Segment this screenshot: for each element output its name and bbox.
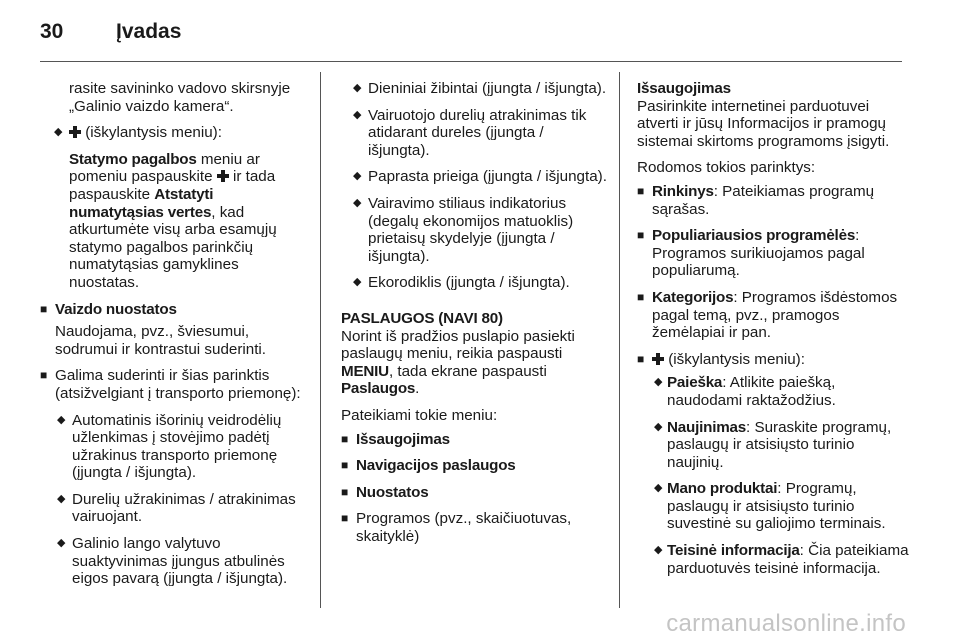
list-item [341, 168, 609, 186]
store-heading: Išsaugojimas [637, 80, 731, 97]
sub-item-text: Durelių užrakinimas / atrakinimas vairuojant. [72, 490, 296, 526]
services-heading: PASLAUGOS (NAVI 80) [341, 309, 503, 327]
store-paragraph: Pasirinkite internetinei parduotuvei atverti ir jūsų Informacijos ir pramogų sistemai skirtoms programoms įsigyti. [637, 97, 890, 150]
sub-item-term: Paieška [667, 374, 723, 392]
text-run: . [415, 380, 420, 398]
option-item [637, 183, 911, 218]
menu-item [341, 431, 609, 449]
plus-icon [69, 126, 81, 138]
square-bullet-icon: ■ [40, 301, 48, 316]
menu-item-label: Navigacijos paslaugos [356, 457, 516, 475]
paragraph-camera-ref: rasite savininko vadovo skirsnyje „Galinio vaizdo kamera“. [69, 80, 291, 115]
sub-item-term: Teisinė informacija [667, 542, 800, 560]
menu-item [341, 510, 609, 545]
sub-item [48, 535, 310, 588]
watermark: carmanualsonline.info [666, 610, 906, 637]
option-text: : Pateikiamas programų sąrašas. [652, 182, 875, 218]
square-bullet-icon: ■ [637, 228, 645, 243]
option-term: Populiariausios programėlės [652, 227, 856, 245]
menu-term: MENIU [341, 362, 389, 380]
list-item-plus-menu [48, 124, 310, 142]
sub-item [637, 480, 911, 533]
diamond-bullet-icon: ◆ [654, 376, 663, 389]
list-item [341, 80, 609, 98]
services-paragraph [341, 328, 609, 398]
square-bullet-icon: ■ [341, 458, 349, 473]
text-run: ir tada paspauskite [69, 168, 276, 203]
text-run: Norint iš pradžios puslapio pasiekti paslaugų meniu, reikia paspausti [341, 327, 575, 363]
list-item-text: Paprasta prieiga (įjungta / išjungta). [368, 168, 607, 186]
list-item-text: Dieniniai žibintai (įjungta / išjungta). [368, 80, 607, 97]
diamond-bullet-icon: ◆ [353, 108, 362, 121]
square-bullet-icon: ■ [40, 368, 48, 383]
plus-icon [652, 353, 664, 365]
paragraph-parking-assist [48, 151, 310, 292]
option-item-plus [637, 351, 911, 369]
sub-item [48, 491, 310, 526]
sub-item-text: Automatinis išorinių veidrodėlių užlenkimas į stovėjimo padėtį užrakinus transporto priemonę (įjungta / išjungta). [72, 411, 282, 482]
sub-item-text: : Čia pateikiama parduotuvės teisinė informacija. [667, 542, 909, 577]
square-bullet-icon: ■ [341, 431, 349, 446]
column-divider-1 [320, 72, 321, 608]
option-item [637, 289, 911, 342]
video-settings-title: Vaizdo nuostatos [55, 300, 177, 318]
column-2 [341, 80, 609, 554]
option-term: Kategorijos [652, 288, 734, 306]
diamond-bullet-icon: ◆ [654, 482, 663, 495]
plus-icon [217, 170, 229, 182]
menu-item [341, 457, 609, 475]
diamond-bullet-icon: ◆ [57, 413, 66, 426]
options-text: Galima suderinti ir šias parinktis (atsižvelgiant į transporto priemonę): [55, 367, 301, 402]
square-bullet-icon: ■ [637, 289, 645, 304]
square-bullet-icon: ■ [637, 183, 645, 198]
square-bullet-icon: ■ [341, 484, 349, 499]
diamond-bullet-icon: ◆ [353, 196, 362, 209]
sub-item-term: Mano produktai [667, 480, 778, 498]
list-item [341, 107, 609, 160]
diamond-bullet-icon: ◆ [353, 82, 362, 94]
menu-item-label: Programos (pvz., skaičiuotuvas, skaityklė) [356, 510, 572, 545]
plus-menu-label: (iškylantysis meniu): [85, 124, 222, 142]
video-settings-desc: Naudojama, pvz., šviesumui, sodrumui ir kontrastui suderinti. [55, 323, 267, 358]
options-intro: Rodomos tokios parinktys: [637, 159, 816, 177]
diamond-bullet-icon: ◆ [654, 420, 663, 433]
option-text: : Programos išdėstomos pagal temą, pvz., pramogos žemėlapiai ir pan. [652, 288, 898, 342]
sub-item [637, 419, 911, 472]
menus-intro: Pateikiami tokie meniu: [341, 406, 498, 424]
menu-item-label: Išsaugojimas [356, 430, 450, 448]
column-3 [637, 80, 911, 586]
option-text: : Programos surikiuojamos pagal populiarumą. [652, 227, 865, 280]
sub-item [637, 374, 911, 409]
option-item [637, 227, 911, 280]
list-item-text: Vairuotojo durelių atrakinimas tik atidarant dureles (įjungta / išjungta). [368, 106, 587, 159]
sub-item [637, 542, 911, 577]
plus-menu-label: (iškylantysis meniu): [668, 350, 805, 368]
sub-item-text: Galinio lango valytuvo suaktyvinimas įjungus atbulinės eigos pavarą (įjungta / išjungta). [72, 535, 288, 588]
menu-item-label: Nuostatos [356, 483, 429, 501]
parking-assist-term: Statymo pagalbos [69, 150, 197, 168]
reset-defaults-term: Atstatyti numatytąsias vertes [69, 185, 214, 221]
sub-item-text: : Atlikite paiešką, naudodami raktažodžius. [667, 374, 836, 409]
square-bullet-icon: ■ [341, 511, 349, 526]
menu-item [341, 484, 609, 502]
diamond-bullet-icon: ◆ [353, 170, 362, 183]
list-item-text: Vairavimo stiliaus indikatorius (degalų ekonomijos matuoklis) prietaisų skydelyje (įjungta / išjungta). [368, 194, 574, 265]
diamond-bullet-icon: ◆ [54, 126, 63, 139]
list-item [341, 274, 609, 292]
diamond-bullet-icon: ◆ [353, 276, 362, 289]
sub-item-text: : Programų, paslaugų ir atsisiųsto turinio suvestinė su galiojimo terminais. [667, 480, 886, 533]
chapter-title: Įvadas [116, 20, 182, 43]
diamond-bullet-icon: ◆ [57, 537, 66, 550]
column-1 [40, 80, 310, 597]
sub-item-term: Naujinimas [667, 418, 747, 436]
header-rule [40, 61, 902, 62]
page-number: 30 [40, 20, 64, 43]
list-item-options [40, 367, 310, 402]
diamond-bullet-icon: ◆ [57, 492, 66, 505]
text-run: , tada ekrane paspausti [388, 362, 547, 380]
list-item-video-settings [40, 301, 310, 319]
list-item-text: Ekorodiklis (įjungta / išjungta). [368, 274, 570, 292]
text-run: , kad atkurtumėte visų arba esamųjų statymo pagalbos parinkčių numatytąsias gamyklines nuostatas. [69, 203, 277, 291]
option-term: Rinkinys [652, 182, 714, 200]
list-item [341, 195, 609, 265]
diamond-bullet-icon: ◆ [654, 544, 663, 557]
text-run: meniu ar pomeniu paspauskite [69, 150, 260, 186]
services-term: Paslaugos [341, 380, 416, 398]
square-bullet-icon: ■ [637, 351, 645, 366]
sub-item-text: : Suraskite programų, paslaugų ir atsisiųsto turinio naujinių. [667, 418, 892, 471]
sub-item [48, 412, 310, 482]
column-divider-2 [619, 72, 620, 608]
